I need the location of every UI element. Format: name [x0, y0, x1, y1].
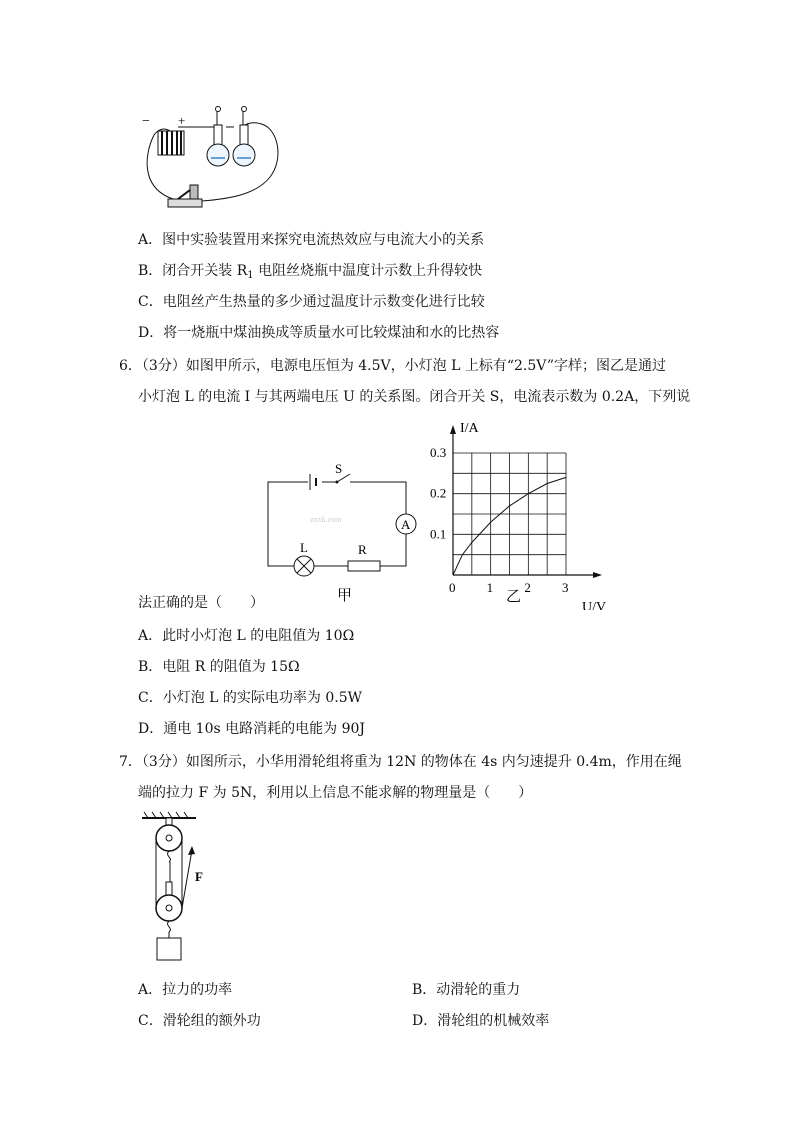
- battery-minus-label: −: [142, 114, 150, 129]
- chart-caption: 乙: [506, 589, 522, 605]
- q6-circuit-figure: [260, 460, 420, 610]
- y-tick-label: 0.2: [430, 485, 447, 501]
- lamp-label: L: [300, 540, 308, 555]
- q7-option-b: B．动滑轮的重力: [412, 982, 521, 998]
- lamp-icon: [294, 556, 314, 576]
- battery-plus-label: +: [178, 113, 186, 128]
- movable-pulley-icon: [156, 882, 182, 932]
- x-axis-label: U/V: [582, 600, 607, 610]
- force-label: F: [195, 869, 203, 884]
- q5-option-d: D．将一烧瓶中煤油换成等质量水可比较煤油和水的比热容: [138, 325, 500, 341]
- q5-option-a: A．图中实验装置用来探究电流热效应与电流大小的关系: [138, 232, 485, 248]
- q6-option-a: A．此时小灯泡 L 的电阻值为 10Ω: [138, 628, 355, 644]
- ammeter-label: A: [401, 517, 411, 532]
- fixed-pulley-icon: [156, 818, 182, 862]
- x-tick-label: 1: [486, 580, 494, 595]
- q5-option-b: B．闭合开关装 $R_1$ 电阻丝烧瓶中温度计示数上升得较快: [138, 263, 483, 281]
- x-tick-label: 3: [562, 580, 569, 595]
- q6-stem-line2: 小灯泡 L 的电流 I 与其两端电压 U 的关系图。闭合开关 S，电流表示数为 0.2A，下列说: [138, 389, 691, 405]
- watermark: zxxk.com: [310, 515, 342, 524]
- q6-stem-line1: 6．（3分）如图甲所示，电源电压恒为 4.5V，小灯泡 L 上标有“2.5V”字样；图乙是通过: [119, 358, 667, 374]
- q6-option-d: D．通电 10s 电路消耗的电能为 90J: [138, 721, 366, 737]
- y-tick-label: 0.1: [430, 526, 447, 542]
- flask-icon: [233, 107, 255, 167]
- q6-option-b: B．电阻 R 的阻值为 15Ω: [138, 659, 300, 675]
- q6-iv-chart: [420, 415, 620, 610]
- circuit-caption: 甲: [337, 588, 353, 604]
- force-arrow-icon: [188, 846, 195, 855]
- q7-option-a: A．拉力的功率: [138, 982, 233, 998]
- q7-stem-line2: 端的拉力 F 为 5N，利用以上信息不能求解的物理量是（ ）: [138, 785, 533, 801]
- q6-option-c: C．小灯泡 L 的实际电功率为 0.5W: [138, 690, 363, 706]
- q5-apparatus-figure: [138, 105, 288, 215]
- switch-icon: [168, 185, 202, 207]
- q7-option-d: D．滑轮组的机械效率: [412, 1013, 550, 1029]
- x-tick-label: 2: [524, 580, 531, 595]
- y-axis-label: I/A: [460, 421, 479, 436]
- q7-pulley-figure: [140, 810, 230, 965]
- resistor-icon: [348, 561, 380, 571]
- q7-stem-line1: 7．（3分）如图所示，小华用滑轮组将重为 12N 的物体在 4s 内匀速提升 0.4m，作用在绳: [119, 754, 682, 770]
- resistor-label: R: [358, 542, 367, 557]
- battery-icon: [158, 131, 184, 155]
- q6-stem-line3: 法正确的是（ ）: [138, 595, 264, 611]
- q7-option-c: C．滑轮组的额外功: [138, 1013, 261, 1029]
- switch-label: S: [335, 461, 343, 476]
- load-block-icon: [157, 938, 181, 960]
- q5-option-c: C．电阻丝产生热量的多少通过温度计示数变化进行比较: [138, 294, 485, 310]
- y-axis-arrow-icon: [450, 425, 456, 434]
- x-tick-label: 0: [449, 580, 456, 595]
- y-tick-label: 0.3: [430, 445, 447, 460]
- x-axis-arrow-icon: [593, 572, 602, 578]
- flask-icon: [207, 107, 229, 167]
